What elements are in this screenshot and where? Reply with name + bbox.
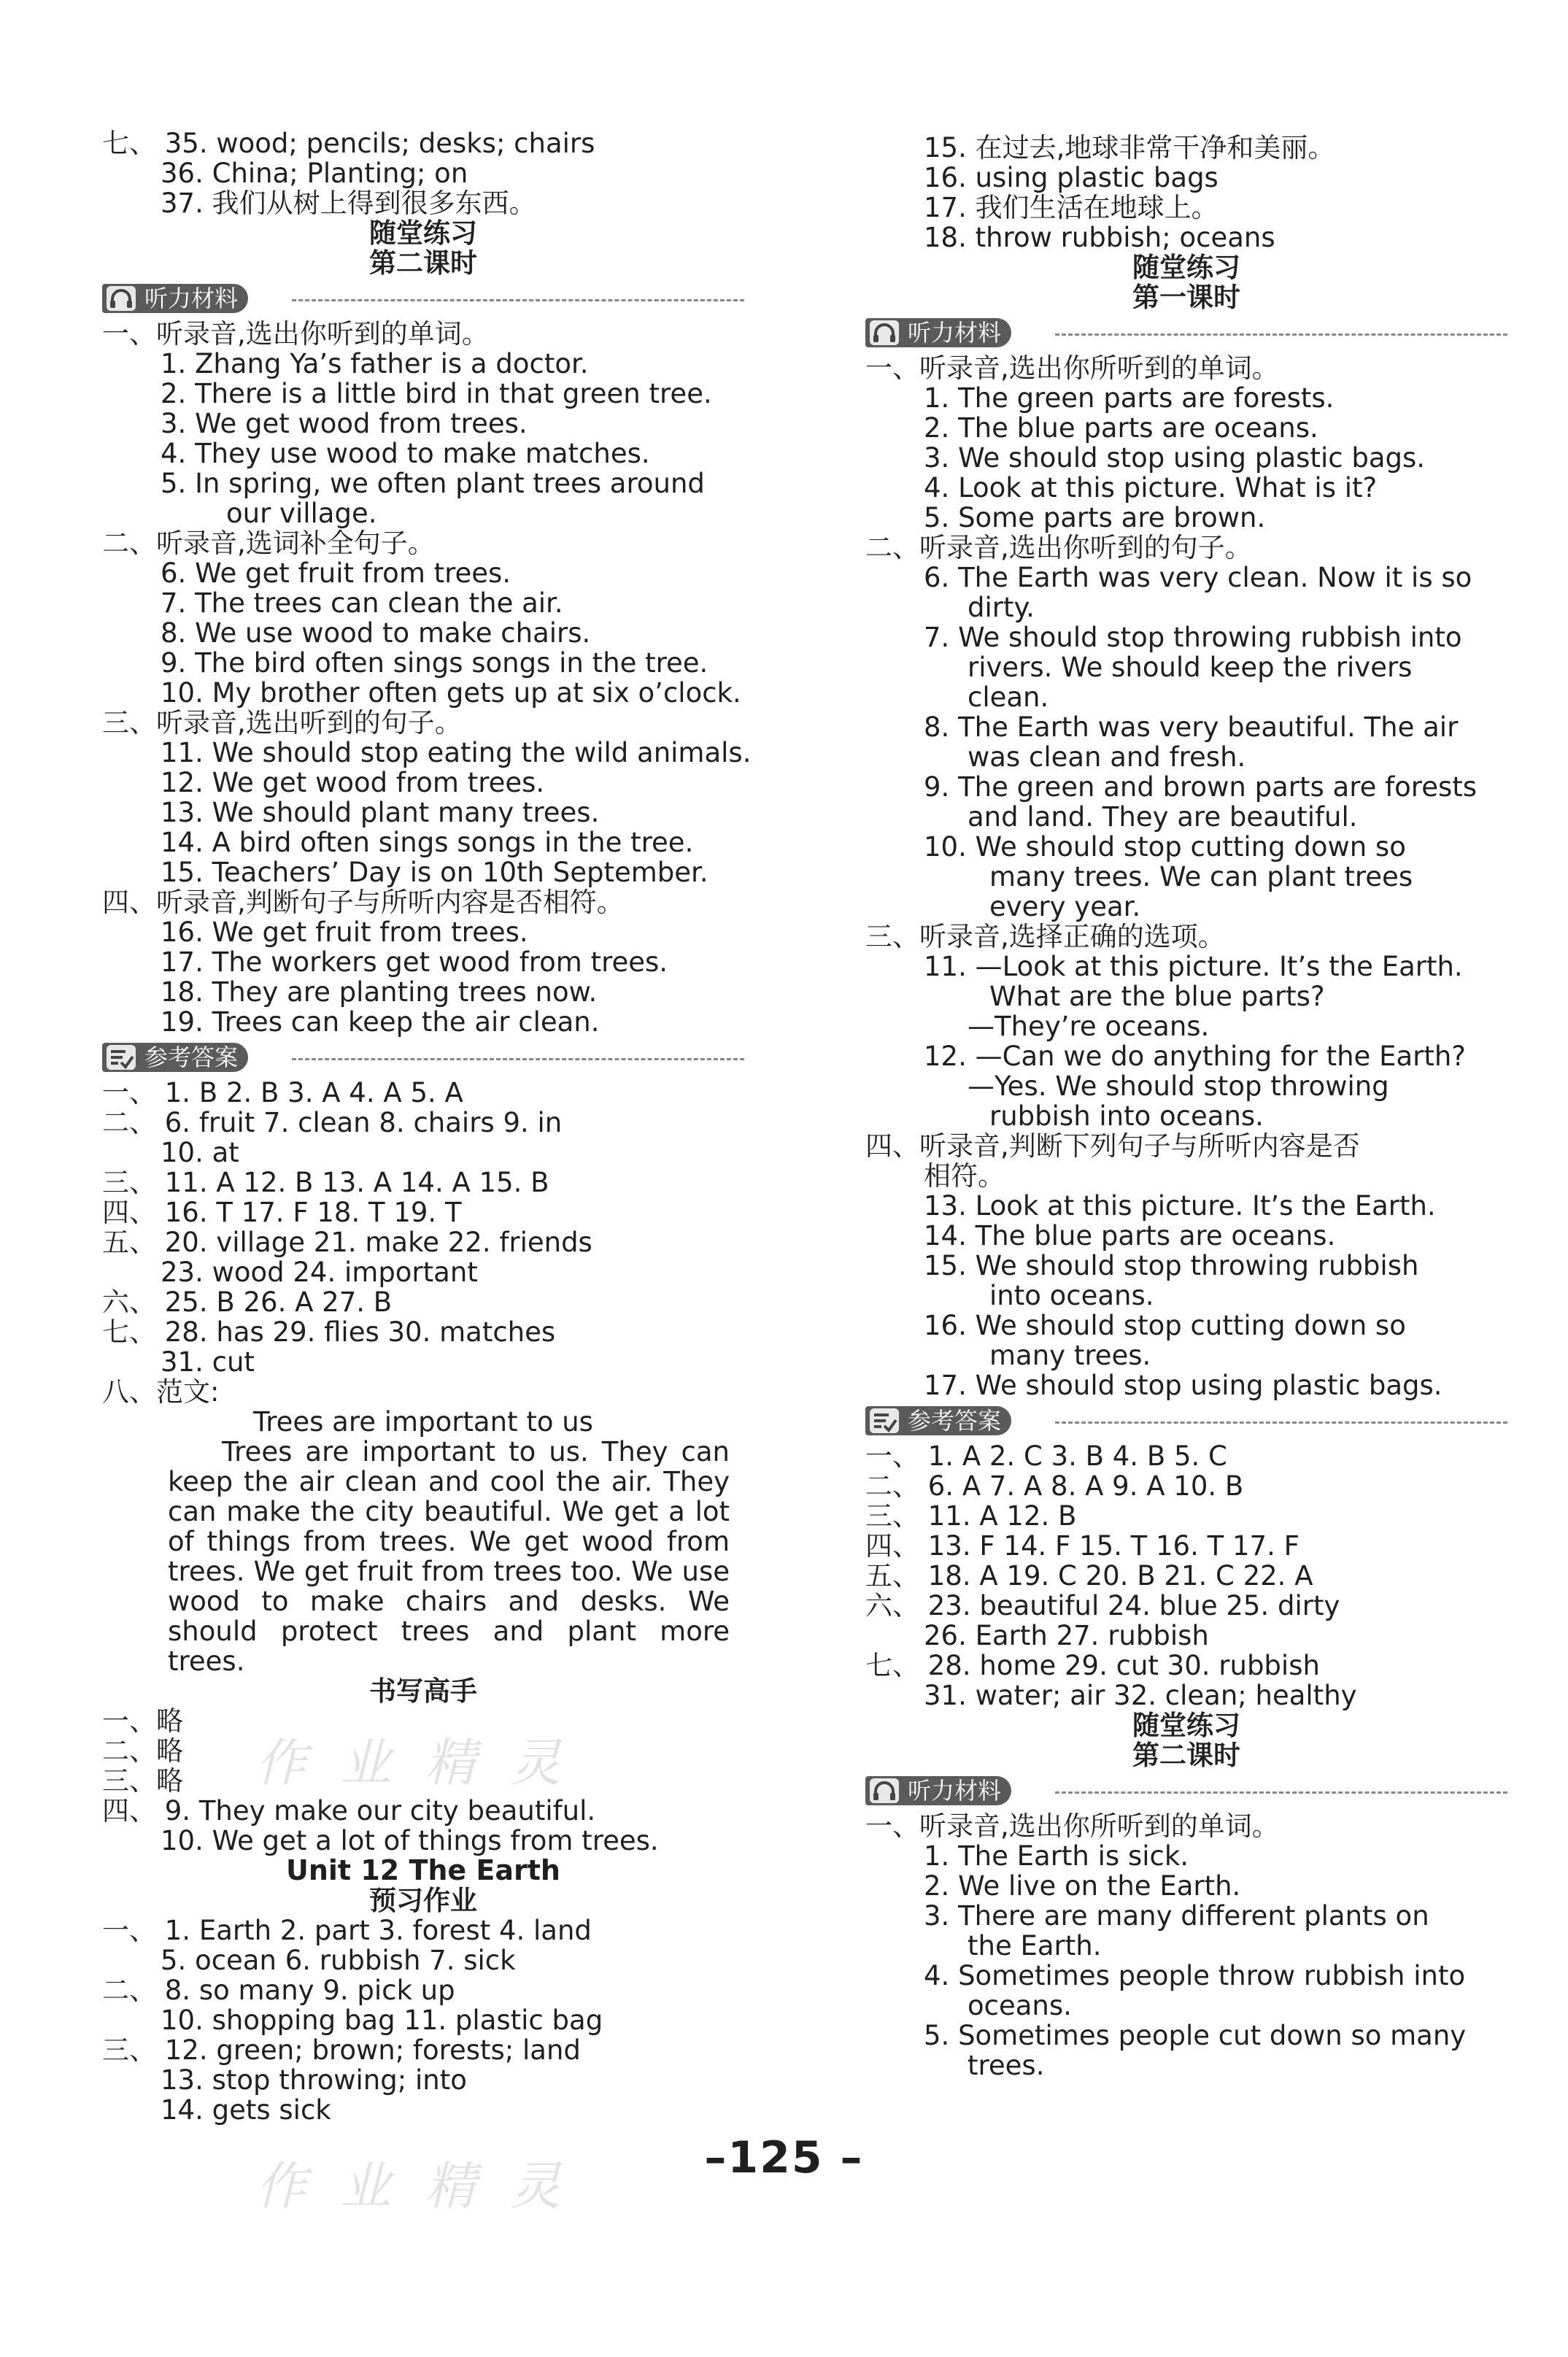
essay-title: Trees are important to us — [253, 1406, 593, 1438]
text-line: 4. They use wood to make matches. — [161, 438, 650, 469]
answer-check-icon — [107, 1045, 136, 1070]
text-line: 3. We get wood from trees. — [161, 408, 528, 439]
left-column — [102, 128, 752, 2126]
answer-line: 一、 1. Earth 2. part 3. forest 4. land — [102, 1915, 592, 1946]
answer-line: 三、 12. green; brown; forests; land — [102, 2034, 581, 2066]
text-line: 12. We get wood from trees. — [161, 767, 545, 798]
question-heading: 一、听录音,选出你所听到的单词。 — [865, 1810, 1279, 1842]
section-badge — [102, 284, 248, 313]
text-line: 36. China; Planting; on — [161, 158, 468, 189]
answer-line: 七、 28. has 29. flies 30. matches — [102, 1316, 556, 1348]
subsection-title: 预习作业 — [369, 1885, 477, 1916]
text-line: 13. Look at this picture. It’s the Earth. — [924, 1190, 1436, 1222]
text-line: What are the blue parts? — [989, 981, 1325, 1012]
dashed-divider — [1055, 1421, 1507, 1424]
question-heading: 二、略 — [102, 1735, 183, 1767]
question-heading: 四、听录音,判断下列句子与所听内容是否 — [865, 1130, 1360, 1162]
dashed-divider — [292, 299, 744, 301]
text-line: 10. shopping bag 11. plastic bag — [161, 2005, 603, 2036]
text-line: 10. We should stop cutting down so — [924, 831, 1406, 863]
text-line: and land. They are beautiful. — [968, 801, 1358, 833]
unit-title: Unit 12 The Earth — [286, 1854, 560, 1886]
text-line: —Yes. We should stop throwing — [968, 1071, 1389, 1102]
text-line: the Earth. — [968, 1930, 1102, 1961]
text-line: was clean and fresh. — [968, 741, 1246, 773]
text-line: 11. —Look at this picture. It’s the Earth. — [924, 951, 1463, 982]
subsection-title: 随堂练习 — [1132, 1710, 1240, 1741]
text-line: 9. The green and brown parts are forests — [924, 771, 1478, 803]
text-line: 31. water; air 32. clean; healthy — [924, 1680, 1357, 1711]
text-line: 14. A bird often sings songs in the tree. — [161, 827, 694, 858]
section-header — [102, 281, 744, 317]
section-header — [865, 1403, 1507, 1440]
text-line: 10. at — [161, 1137, 239, 1168]
answer-line: 一、 1. A 2. C 3. B 4. B 5. C — [865, 1440, 1227, 1472]
text-line: 17. We should stop using plastic bags. — [924, 1370, 1443, 1401]
subsection-title: 第一课时 — [1132, 282, 1240, 313]
text-line: 3. We should stop using plastic bags. — [924, 442, 1426, 474]
text-line: rivers. We should keep the rivers — [968, 652, 1413, 683]
text-line: into oceans. — [989, 1280, 1154, 1311]
answer-line: 四、 9. They make our city beautiful. — [102, 1795, 596, 1826]
subsection-title: 书写高手 — [369, 1675, 477, 1707]
text-line: 5. Sometimes people cut down so many — [924, 2020, 1467, 2051]
text-line: trees. — [968, 2050, 1045, 2081]
text-line: 6. The Earth was very clean. Now it is so — [924, 562, 1472, 593]
answer-line: 四、 16. T 17. F 18. T 19. T — [102, 1197, 462, 1228]
text-line: 8. The Earth was very beautiful. The air — [924, 711, 1459, 743]
section-badge-label: 参考答案 — [908, 1407, 1002, 1435]
dashed-divider — [292, 1058, 744, 1060]
text-line: clean. — [968, 682, 1049, 713]
page-number: –125 – — [704, 2132, 864, 2183]
text-line: 7. The trees can clean the air. — [161, 587, 563, 619]
text-line: 1. The Earth is sick. — [924, 1840, 1189, 1872]
text-line: 2. We live on the Earth. — [924, 1870, 1241, 1902]
section-header — [102, 1040, 744, 1076]
question-heading: 一、听录音,选出你所听到的单词。 — [865, 352, 1279, 384]
section-badge-label: 听力材料 — [144, 285, 239, 312]
text-line: 11. We should stop eating the wild animals. — [161, 737, 752, 768]
right-column — [865, 133, 1507, 2080]
text-line: 14. gets sick — [161, 2094, 331, 2126]
headphones-icon — [870, 320, 899, 345]
watermark: 作 业 精 灵 — [255, 1733, 570, 1793]
section-badge — [865, 1776, 1011, 1805]
text-line: 15. 在过去,地球非常干净和美丽。 — [924, 132, 1335, 163]
text-line: 5. Some parts are brown. — [924, 502, 1266, 533]
question-heading: 八、范文: — [102, 1376, 220, 1408]
text-line: 18. They are planting trees now. — [161, 976, 598, 1008]
text-line: 14. The blue parts are oceans. — [924, 1220, 1336, 1251]
section-header — [865, 315, 1507, 352]
answer-line: 六、 25. B 26. A 27. B — [102, 1286, 393, 1318]
text-line: every year. — [989, 891, 1141, 922]
text-line: rubbish into oceans. — [989, 1100, 1264, 1132]
question-heading: 四、听录音,判断句子与所听内容是否相符。 — [102, 887, 624, 918]
answer-line: 一、 1. B 2. B 3. A 4. A 5. A — [102, 1077, 463, 1108]
text-line: 10. We get a lot of things from trees. — [161, 1825, 659, 1856]
text-line: 4. Look at this picture. What is it? — [924, 472, 1378, 504]
text-line: 5. ocean 6. rubbish 7. sick — [161, 1945, 516, 1976]
answer-line: 二、 6. A 7. A 8. A 9. A 10. B — [865, 1470, 1244, 1502]
text-line: 13. We should plant many trees. — [161, 797, 600, 828]
answer-line: 五、 18. A 19. C 20. B 21. C 22. A — [865, 1560, 1313, 1592]
text-line: 18. throw rubbish; oceans — [924, 222, 1275, 253]
text-line: 31. cut — [161, 1346, 255, 1378]
text-line: 15. We should stop throwing rubbish — [924, 1250, 1419, 1281]
text-line: 8. We use wood to make chairs. — [161, 617, 591, 649]
answer-line: 七、 35. wood; pencils; desks; chairs — [102, 128, 595, 159]
text-line: 3. There are many different plants on — [924, 1900, 1429, 1932]
text-line: dirty. — [968, 592, 1035, 623]
question-heading: 一、听录音,选出你听到的单词。 — [102, 318, 489, 350]
text-line: 2. The blue parts are oceans. — [924, 412, 1318, 444]
text-line: many trees. We can plant trees — [989, 861, 1413, 892]
question-heading: 三、听录音,选出听到的句子。 — [102, 707, 462, 738]
text-line: oceans. — [968, 1990, 1072, 2021]
dashed-divider — [1055, 333, 1507, 336]
text-line: 19. Trees can keep the air clean. — [161, 1006, 600, 1038]
text-line: —They’re oceans. — [968, 1011, 1210, 1042]
text-line: 16. using plastic bags — [924, 162, 1219, 193]
answer-line: 六、 23. beautiful 24. blue 25. dirty — [865, 1590, 1340, 1621]
section-badge-label: 听力材料 — [908, 1777, 1002, 1805]
answer-line: 七、 28. home 29. cut 30. rubbish — [865, 1650, 1320, 1681]
text-line: our village. — [226, 498, 377, 529]
question-heading: 一、略 — [102, 1705, 183, 1737]
answer-line: 四、 13. F 14. F 15. T 16. T 17. F — [865, 1530, 1299, 1562]
text-line: 5. In spring, we often plant trees around — [161, 468, 705, 499]
section-badge — [102, 1043, 248, 1072]
text-line: 23. wood 24. important — [161, 1257, 478, 1288]
text-line: 6. We get fruit from trees. — [161, 558, 511, 589]
text-line: 4. Sometimes people throw rubbish into — [924, 1960, 1466, 1991]
text-line: 16. We should stop cutting down so — [924, 1310, 1406, 1341]
dashed-divider — [1055, 1791, 1507, 1794]
text-line: 37. 我们从树上得到很多东西。 — [161, 188, 536, 219]
section-badge-label: 参考答案 — [144, 1044, 239, 1071]
text-line: 17. The workers get wood from trees. — [161, 946, 668, 978]
text-line: 10. My brother often gets up at six o’clock. — [161, 677, 741, 709]
text-line: many trees. — [989, 1340, 1151, 1371]
answer-line: 三、 11. A 12. B 13. A 14. A 15. B — [102, 1167, 549, 1198]
question-heading: 三、略 — [102, 1765, 183, 1797]
text-line: 1. The green parts are forests. — [924, 382, 1335, 414]
text-line: 12. —Can we do anything for the Earth? — [924, 1041, 1466, 1072]
text-line: 15. Teachers’ Day is on 10th September. — [161, 857, 708, 888]
answer-check-icon — [870, 1408, 899, 1433]
text-line: 相符。 — [924, 1160, 1005, 1192]
headphones-icon — [870, 1778, 899, 1803]
subsection-title: 第二课时 — [369, 247, 477, 279]
text-line: 17. 我们生活在地球上。 — [924, 192, 1219, 223]
answer-line: 二、 6. fruit 7. clean 8. chairs 9. in — [102, 1107, 563, 1138]
question-heading: 二、听录音,选出你听到的句子。 — [865, 532, 1252, 563]
text-line: 9. The bird often sings songs in the tree. — [161, 647, 708, 679]
headphones-icon — [107, 286, 136, 311]
text-line: 7. We should stop throwing rubbish into — [924, 622, 1462, 653]
text-line: 26. Earth 27. rubbish — [924, 1620, 1209, 1651]
subsection-title: 随堂练习 — [1132, 252, 1240, 283]
text-line: 1. Zhang Ya’s father is a doctor. — [161, 348, 589, 379]
text-line: 16. We get fruit from trees. — [161, 917, 528, 948]
section-header — [865, 1773, 1507, 1810]
answer-line: 五、 20. village 21. make 22. friends — [102, 1227, 592, 1258]
essay-paragraph: Trees are important to us. They can keep the air clean and cool the air. They can make the city beautiful. We get a lot of things from trees. We get wood from trees. We get fruit from trees too. We use wood to make chairs and desks. We should protect trees and plant more trees. — [168, 1436, 730, 1677]
subsection-title: 第二课时 — [1132, 1740, 1240, 1771]
text-line: 2. There is a little bird in that green tree. — [161, 378, 712, 409]
answer-line: 二、 8. so many 9. pick up — [102, 1975, 455, 2006]
watermark: 作 业 精 灵 — [255, 2156, 570, 2216]
question-heading: 二、听录音,选词补全句子。 — [102, 528, 435, 559]
text-line: 13. stop throwing; into — [161, 2064, 467, 2096]
section-badge — [865, 1406, 1011, 1435]
section-badge — [865, 318, 1011, 347]
section-badge-label: 听力材料 — [908, 319, 1002, 347]
answer-line: 三、 11. A 12. B — [865, 1500, 1077, 1532]
question-heading: 三、听录音,选择正确的选项。 — [865, 921, 1225, 952]
subsection-title: 随堂练习 — [369, 217, 477, 249]
